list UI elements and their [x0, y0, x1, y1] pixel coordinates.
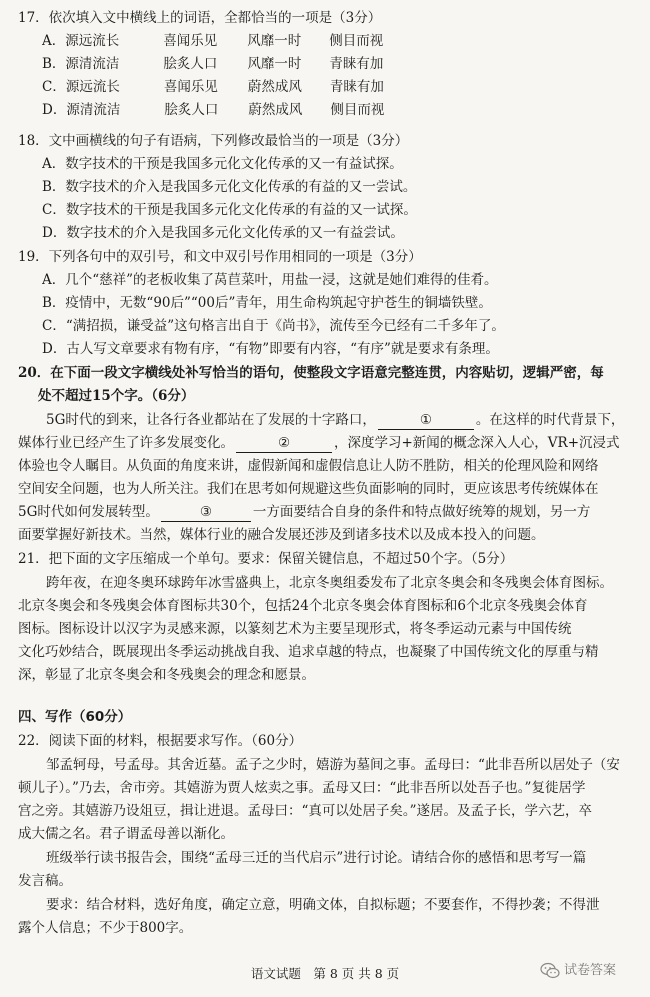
answer-blank-2[interactable]: ②	[236, 434, 332, 453]
q21-text-line3: 图标。图标设计以汉字为灵感来源，以篆刻艺术为主要呈现形式，将冬季运动元素与中国传统	[18, 621, 572, 637]
q19-option-c: C．“满招损，谦受益”这句格言出自于《尚书》，流传至今已经有二千多年了。	[42, 318, 505, 334]
q20-stem-line1: 20．在下面一段文字横线处补写恰当的语句，使整段文字语意完整连贯，内容贴切，逻辑严密，每	[18, 365, 604, 381]
answer-blank-1[interactable]: ①	[378, 411, 474, 430]
q22-material-line3: 宫之旁。其嬉游乃设俎豆，揖让进退。孟母曰：“真可以处居子矣。”遂居。及孟子长，学六艺，卒	[18, 803, 593, 819]
q20-stem-line2: 处不超过15个字。（6分）	[38, 388, 195, 404]
q18-option-b: B．数字技术的介入是我国多元化文化传承的有益的又一尝试。	[42, 179, 417, 195]
watermark	[540, 958, 616, 984]
q19-option-b: B．疫情中，无数“90后”“00后”青年，用生命构筑起守护苍生的铜墙铁壁。	[42, 295, 492, 311]
q17-option-b: B．源清流洁 脍炙人口 风靡一时 青睐有加	[42, 56, 384, 72]
q21-text-line1: 跨年夜，在迎冬奥环球跨年冰雪盛典上，北京冬奥组委发布了北京冬奥会和冬残奥会体育图标。	[46, 575, 613, 591]
q22-stem: 22．阅读下面的材料，根据要求写作。（60分）	[18, 733, 303, 749]
q22-task-line2: 发言稿。	[18, 873, 72, 889]
q22-task-line1: 班级举行读书报告会，围绕“孟母三迁的当代启示”进行讨论。请结合你的感悟和思考写一篇	[46, 850, 587, 866]
q20-paragraph-line6: 面要掌握好新技术。当然，媒体行业的融合发展还涉及到诸多技术以及成本投入的问题。	[18, 527, 545, 543]
q22-material-line1: 邹孟轲母，号孟母。其舍近墓。孟子之少时，嬉游为墓间之事。孟母曰：“此非吾所以居处子（安	[46, 757, 620, 773]
q18-stem: 18．文中画横线的句子有语病，下列修改最恰当的一项是（3分）	[18, 133, 409, 149]
q21-text-line4: 文化巧妙结合，既展现出冬季运动挑战自我、追求卓越的特点，也凝聚了中国传统文化的厚重与精	[18, 644, 599, 660]
q20-paragraph-line3: 体验也令人瞩目。从负面的角度来讲，虚假新闻和虚假信息让人防不胜防，相关的伦理风险和网络	[18, 458, 599, 474]
q18-option-c: C．数字技术的干预是我国多元化文化传承的有益的又一试探。	[42, 202, 417, 218]
answer-blank-3[interactable]: ③	[161, 503, 251, 522]
q20-paragraph-line1: 5G时代的到来，让各行各业都站在了发展的十字路口， ① 。在这样的时代背景下，	[46, 412, 625, 428]
q20-paragraph-line2: 媒体行业已经产生了许多发展变化。 ② ，深度学习+新闻的概念深入人心，VR+沉浸式	[18, 435, 620, 451]
q22-requirement-line2: 露个人信息；不少于800字。	[18, 920, 193, 936]
page-footer: 语文试题 第 8 页 共 8 页	[250, 966, 400, 981]
q22-requirement-line1: 要求：结合材料，选好角度，确定立意，明确文体，自拟标题；不要套作，不得抄袭；不得泄	[46, 897, 600, 913]
q21-text-line5: 深，彰显了北京冬奥会和冬残奥会的理念和愿景。	[18, 667, 315, 683]
watermark-text: 试卷答案	[564, 963, 617, 978]
q17-option-d: D．源清流洁 脍炙人口 蔚然成风 侧目而视	[42, 102, 385, 118]
section-heading-writing: 四、写作（60分）	[18, 709, 132, 725]
q20-paragraph-line4: 空间安全问题，也为人所关注。我们在思考如何规避这些负面影响的同时，更应该思考传统媒体在	[18, 481, 599, 497]
wechat-icon	[540, 962, 560, 980]
q20-paragraph-line5: 5G时代如何发展转型。 ③ 一方面要结合自身的条件和特点做好统筹的规划，另一方	[18, 504, 591, 520]
q18-option-d: D．数字技术的介入是我国多元化文化传承的又一有益尝试。	[42, 225, 404, 241]
q18-option-a: A．数字技术的干预是我国多元化文化传承的又一有益试探。	[42, 156, 403, 172]
q22-material-line2: 顿儿子）。”乃去，舍市旁。其嬉游为贾人炫卖之事。孟母又曰：“此非吾所以处吾子也。”复徙居学	[18, 780, 586, 796]
q17-option-c: C．源远流长 喜闻乐见 蔚然成风 青睐有加	[42, 79, 384, 95]
q19-option-d: D．古人写文章要求有物有序，“有物”即要有内容，“有序”就是要求有条理。	[42, 341, 499, 357]
q22-material-line4: 成大儒之名。君子谓孟母善以渐化。	[18, 826, 234, 842]
q19-option-a: A．几个“慈祥”的老板收集了莴苣菜叶，用盐一浸，这就是她们难得的佳肴。	[42, 272, 498, 288]
q17-stem: 17．依次填入文中横线上的词语，全都恰当的一项是（3分）	[18, 10, 382, 26]
q17-option-a: A．源远流长 喜闻乐见 风靡一时 侧目而视	[42, 33, 384, 49]
q21-text-line2: 北京冬奥会和冬残奥会体育图标共30个，包括24个北京冬奥会体育图标和6个北京冬残奥会体育	[18, 598, 588, 614]
q19-stem: 19．下列各句中的双引号，和文中双引号作用相同的一项是（3分）	[18, 249, 422, 265]
q21-stem: 21．把下面的文字压缩成一个单句。要求：保留关键信息，不超过50个字。（5分）	[18, 551, 514, 567]
